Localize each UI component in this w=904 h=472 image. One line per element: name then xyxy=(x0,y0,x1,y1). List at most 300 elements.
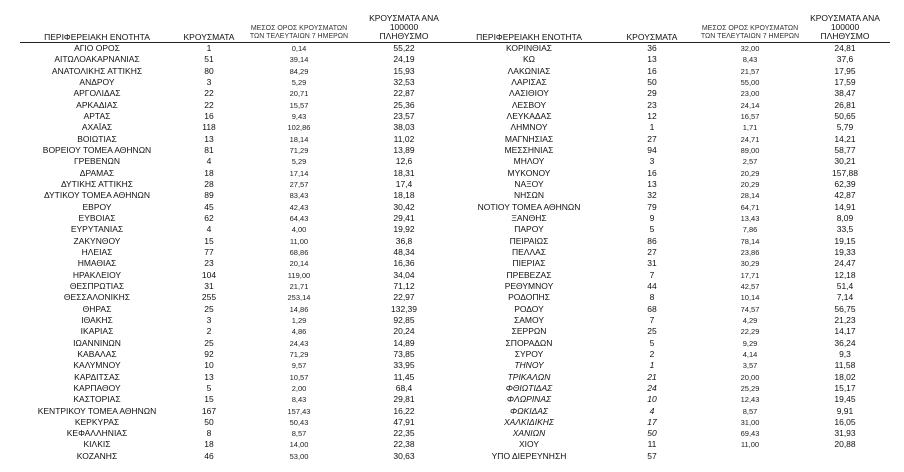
per-100k-value: 30,42 xyxy=(393,201,415,212)
region-name: ΠΕΛΛΑΣ xyxy=(511,246,547,257)
avg-7d-value: 11,00 xyxy=(740,440,760,450)
avg-7d-value: 24,14 xyxy=(740,100,760,110)
header-per-100k xyxy=(354,14,454,43)
cases-count: 4 xyxy=(206,224,212,235)
per-100k-value: 14,21 xyxy=(834,133,856,144)
table-row xyxy=(454,383,890,394)
cases-count: 2 xyxy=(206,326,212,337)
avg-7d-value: 9,29 xyxy=(742,338,758,348)
region-name: ΚΑΛΥΜΝΟΥ xyxy=(73,360,121,371)
table-row xyxy=(454,145,890,156)
table-row xyxy=(20,258,454,269)
cases-count: 2 xyxy=(649,348,655,359)
cases-count: 17 xyxy=(647,416,657,427)
per-100k-value: 58,77 xyxy=(834,144,856,155)
per-100k-value: 30,63 xyxy=(393,450,415,461)
table-row xyxy=(20,190,454,201)
per-100k-value xyxy=(800,451,890,462)
table-row xyxy=(454,88,890,99)
avg-7d-value: 71,29 xyxy=(289,349,309,359)
per-100k-value: 25,36 xyxy=(393,99,415,110)
region-name: ΚΑΡΠΑΘΟΥ xyxy=(73,382,121,393)
avg-7d-value: 8,57 xyxy=(742,406,758,416)
cases-count: 4 xyxy=(649,405,655,416)
cases-count: 1 xyxy=(649,122,655,133)
avg-7d-value: 2,57 xyxy=(742,157,758,167)
avg-7d-value: 21,57 xyxy=(740,66,760,76)
per-100k-value: 50,65 xyxy=(834,110,856,121)
cases-table-left xyxy=(20,14,454,462)
cases-count: 24 xyxy=(647,382,657,393)
cases-count: 5 xyxy=(649,224,655,235)
table-row xyxy=(454,428,890,439)
table-row xyxy=(454,190,890,201)
table-row xyxy=(20,134,454,145)
region-name: ΧΙΟΥ xyxy=(518,439,540,450)
avg-7d-value: 20,71 xyxy=(289,89,309,99)
region-name: ΤΡΙΚΑΛΩΝ xyxy=(507,371,551,382)
region-name: ΛΑΣΙΘΙΟΥ xyxy=(509,88,549,99)
cases-count: 1 xyxy=(206,43,212,53)
avg-7d-value: 83,43 xyxy=(289,191,309,201)
avg-7d-value: 74,57 xyxy=(740,304,760,314)
table-row xyxy=(20,122,454,133)
region-name: ΙΘΑΚΗΣ xyxy=(81,314,113,325)
table-row xyxy=(454,349,890,360)
cases-count: 89 xyxy=(204,190,214,201)
table-row xyxy=(20,383,454,394)
table-row xyxy=(20,326,454,337)
avg-7d-value: 5,29 xyxy=(291,157,307,167)
cases-count: 104 xyxy=(201,269,217,280)
table-row xyxy=(20,394,454,405)
region-name: ΣΕΡΡΩΝ xyxy=(511,326,547,337)
cases-count: 13 xyxy=(647,178,657,189)
avg-7d-value: 89,00 xyxy=(740,145,760,155)
region-name: ΕΒΡΟΥ xyxy=(82,201,112,212)
cases-count: 27 xyxy=(647,246,657,257)
table-row xyxy=(20,224,454,235)
cases-count: 36 xyxy=(647,43,657,53)
cases-count: 25 xyxy=(647,326,657,337)
table-row xyxy=(454,213,890,224)
cases-count: 4 xyxy=(206,156,212,167)
avg-7d-value: 20,29 xyxy=(740,179,760,189)
header-avg-7d xyxy=(700,14,800,43)
table-row xyxy=(454,338,890,349)
per-100k-value: 9,91 xyxy=(836,405,854,416)
table-row xyxy=(454,417,890,428)
header-cases: ΚΡΟΥΣΜΑΤΑ xyxy=(174,14,244,43)
per-100k-value: 18,02 xyxy=(834,371,856,382)
cases-report xyxy=(20,14,890,462)
per-100k-value: 15,17 xyxy=(834,382,856,393)
avg-7d-value: 102,86 xyxy=(287,123,311,133)
region-name: ΧΑΝΙΩΝ xyxy=(512,428,546,439)
per-100k-value: 20,24 xyxy=(393,326,415,337)
region-name: ΑΝΑΤΟΛΙΚΗΣ ΑΤΤΙΚΗΣ xyxy=(51,65,143,76)
region-name: ΣΑΜΟΥ xyxy=(513,314,544,325)
per-100k-value: 20,88 xyxy=(834,439,856,450)
per-100k-value: 31,93 xyxy=(834,428,856,439)
avg-7d-value: 20,29 xyxy=(740,168,760,178)
avg-7d-value: 24,43 xyxy=(289,338,309,348)
per-100k-value: 157,88 xyxy=(832,167,858,178)
table-row xyxy=(454,202,890,213)
cases-count: 9 xyxy=(649,212,655,223)
table-row xyxy=(454,304,890,315)
avg-7d-value: 0,14 xyxy=(291,44,307,53)
table-row xyxy=(20,66,454,77)
header-per100k-line2: ΠΛΗΘΥΣΜΟ xyxy=(820,31,870,41)
cases-count: 13 xyxy=(204,133,214,144)
avg-7d-value: 5,29 xyxy=(291,77,307,87)
per-100k-value: 36,8 xyxy=(395,235,413,246)
cases-count: 57 xyxy=(647,450,657,461)
table-row xyxy=(20,111,454,122)
table-row xyxy=(20,281,454,292)
cases-count: 23 xyxy=(204,258,214,269)
per-100k-value: 68,4 xyxy=(395,382,413,393)
per-100k-value: 17,59 xyxy=(834,76,856,87)
cases-count: 13 xyxy=(647,54,657,65)
cases-count: 31 xyxy=(647,258,657,269)
table-row xyxy=(20,349,454,360)
cases-count: 5 xyxy=(206,382,212,393)
avg-7d-value: 20,00 xyxy=(740,372,760,382)
per-100k-value: 7,14 xyxy=(836,292,854,303)
cases-count: 50 xyxy=(204,416,214,427)
table-row xyxy=(454,360,890,371)
avg-7d-value: 13,43 xyxy=(740,213,760,223)
region-name: ΛΗΜΝΟΥ xyxy=(510,122,548,133)
cases-count: 3 xyxy=(206,314,212,325)
avg-7d-value: 10,57 xyxy=(289,372,309,382)
avg-7d-value: 50,43 xyxy=(289,417,309,427)
avg-7d-value: 4,86 xyxy=(291,327,307,337)
cases-count: 44 xyxy=(647,280,657,291)
region-name: ΚΑΒΑΛΑΣ xyxy=(77,348,117,359)
region-name: ΚΕΝΤΡΙΚΟΥ ΤΟΜΕΑ ΑΘΗΝΩΝ xyxy=(37,405,157,416)
cases-count: 51 xyxy=(204,54,214,65)
cases-count: 16 xyxy=(647,167,657,178)
table-row xyxy=(454,406,890,417)
header-cases: ΚΡΟΥΣΜΑΤΑ xyxy=(604,14,700,43)
region-name: ΝΟΤΙΟΥ ΤΟΜΕΑ ΑΘΗΝΩΝ xyxy=(477,201,581,212)
region-name: ΛΑΚΩΝΙΑΣ xyxy=(507,65,551,76)
table-row xyxy=(20,338,454,349)
avg-7d-value: 14,00 xyxy=(289,440,309,450)
avg-7d-value: 18,14 xyxy=(289,134,309,144)
per-100k-value: 13,89 xyxy=(393,144,415,155)
avg-7d-value: 17,71 xyxy=(740,270,760,280)
table-row xyxy=(454,394,890,405)
avg-7d-value: 17,14 xyxy=(289,168,309,178)
table-row xyxy=(20,179,454,190)
per-100k-value: 47,91 xyxy=(393,416,415,427)
table-row xyxy=(454,372,890,383)
region-name: ΛΑΡΙΣΑΣ xyxy=(511,76,547,87)
region-name: ΚΑΡΔΙΤΣΑΣ xyxy=(74,371,120,382)
avg-7d-value: 253,14 xyxy=(287,293,311,303)
cases-count: 13 xyxy=(204,371,214,382)
cases-count: 68 xyxy=(647,303,657,314)
cases-count: 94 xyxy=(647,144,657,155)
region-name: ΣΠΟΡΑΔΩΝ xyxy=(505,337,553,348)
region-name: ΑΝΔΡΟΥ xyxy=(79,76,115,87)
table-row xyxy=(454,236,890,247)
region-name: ΞΑΝΘΗΣ xyxy=(511,212,547,223)
region-name: ΔΥΤΙΚΟΥ ΤΟΜΕΑ ΑΘΗΝΩΝ xyxy=(43,190,151,201)
table-row xyxy=(20,100,454,111)
cases-count: 81 xyxy=(204,144,214,155)
avg-7d-value: 8,57 xyxy=(291,429,307,439)
cases-count: 21 xyxy=(647,371,657,382)
table-row xyxy=(20,360,454,371)
table-row xyxy=(454,156,890,167)
cases-count: 77 xyxy=(204,246,214,257)
header-region: ΠΕΡΙΦΕΡΕΙΑΚΗ ΕΝΟΤΗΤΑ xyxy=(454,14,604,43)
table-row xyxy=(20,451,454,462)
per-100k-value: 12,18 xyxy=(834,269,856,280)
region-name: ΓΡΕΒΕΝΩΝ xyxy=(74,156,120,167)
region-name: ΚΑΣΤΟΡΙΑΣ xyxy=(73,394,121,405)
cases-count: 22 xyxy=(204,88,214,99)
table-row xyxy=(454,270,890,281)
region-name: ΑΡΓΟΛΙΔΑΣ xyxy=(73,88,121,99)
header-avg-line2: ΤΩΝ ΤΕΛΕΥΤΑΙΩΝ 7 ΗΜΕΡΩΝ xyxy=(249,33,349,40)
per-100k-value: 14,89 xyxy=(393,337,415,348)
table-row xyxy=(20,156,454,167)
cases-count: 18 xyxy=(204,167,214,178)
avg-7d-value: 39,14 xyxy=(289,55,309,65)
region-name: ΡΟΔΟΠΗΣ xyxy=(508,292,550,303)
per-100k-value: 48,34 xyxy=(393,246,415,257)
region-name: ΚΩ xyxy=(522,54,536,65)
region-name: ΑΙΤΩΛΟΑΚΑΡΝΑΝΙΑΣ xyxy=(54,54,140,65)
avg-7d-value: 31,00 xyxy=(740,417,760,427)
cases-count: 255 xyxy=(201,292,217,303)
avg-7d-value: 4,14 xyxy=(742,349,758,359)
region-name: ΖΑΚΥΝΘΟΥ xyxy=(73,235,121,246)
cases-count: 8 xyxy=(206,428,212,439)
cases-count: 92 xyxy=(204,348,214,359)
avg-7d-value: 69,43 xyxy=(740,429,760,439)
per-100k-value: 16,22 xyxy=(393,405,415,416)
avg-7d-value: 9,43 xyxy=(291,111,307,121)
per-100k-value: 5,79 xyxy=(836,122,854,133)
table-row xyxy=(454,451,890,462)
region-name: ΘΕΣΠΡΩΤΙΑΣ xyxy=(69,280,125,291)
per-100k-value: 71,12 xyxy=(393,280,415,291)
cases-count: 12 xyxy=(647,110,657,121)
per-100k-value: 22,38 xyxy=(393,439,415,450)
cases-count: 80 xyxy=(204,65,214,76)
avg-7d-value: 10,14 xyxy=(740,293,760,303)
table-row xyxy=(20,54,454,65)
avg-7d-value: 64,71 xyxy=(740,202,760,212)
table-row xyxy=(454,258,890,269)
region-name: ΦΩΚΙΔΑΣ xyxy=(509,405,549,416)
region-name: ΙΩΑΝΝΙΝΩΝ xyxy=(73,337,121,348)
avg-7d-value: 15,57 xyxy=(289,100,309,110)
cases-count: 18 xyxy=(204,439,214,450)
per-100k-value: 92,85 xyxy=(393,314,415,325)
cases-count: 50 xyxy=(647,428,657,439)
table-row xyxy=(454,122,890,133)
region-name: ΙΚΑΡΙΑΣ xyxy=(80,326,114,337)
table-row xyxy=(20,213,454,224)
avg-7d-value: 23,86 xyxy=(740,247,760,257)
region-name: ΛΕΣΒΟΥ xyxy=(511,99,547,110)
per-100k-value: 26,81 xyxy=(834,99,856,110)
table-row xyxy=(454,168,890,179)
avg-7d-value: 9,57 xyxy=(291,361,307,371)
cases-count: 15 xyxy=(204,394,214,405)
table-row xyxy=(20,304,454,315)
cases-count: 10 xyxy=(204,360,214,371)
cases-count: 3 xyxy=(206,76,212,87)
table-row xyxy=(454,292,890,303)
table-row xyxy=(20,292,454,303)
region-name: ΚΙΛΚΙΣ xyxy=(83,439,111,450)
region-name: ΗΛΕΙΑΣ xyxy=(81,246,113,257)
table-row xyxy=(454,439,890,450)
region-name: ΝΑΞΟΥ xyxy=(514,178,544,189)
header-avg-line1: ΜΕΣΟΣ ΟΡΟΣ ΚΡΟΥΣΜΑΤΩΝ xyxy=(250,25,348,32)
avg-7d-value: 20,14 xyxy=(289,259,309,269)
region-name: ΠΑΡΟΥ xyxy=(514,224,544,235)
cases-count: 11 xyxy=(647,439,657,450)
cases-count: 32 xyxy=(647,190,657,201)
avg-7d-value: 4,29 xyxy=(742,315,758,325)
per-100k-value: 17,4 xyxy=(395,178,413,189)
table-row xyxy=(454,315,890,326)
avg-7d-value: 12,43 xyxy=(740,395,760,405)
table-row xyxy=(20,77,454,88)
header-per100k-line1: ΚΡΟΥΣΜΑΤΑ ΑΝΑ 100000 xyxy=(369,13,439,32)
per-100k-value: 22,87 xyxy=(393,88,415,99)
avg-7d-value: 30,29 xyxy=(740,259,760,269)
table-row xyxy=(20,315,454,326)
header-row xyxy=(454,14,890,43)
region-name: ΣΥΡΟΥ xyxy=(514,348,544,359)
per-100k-value: 32,53 xyxy=(393,76,415,87)
per-100k-value: 33,95 xyxy=(393,360,415,371)
per-100k-value: 19,33 xyxy=(834,246,856,257)
per-100k-value: 15,93 xyxy=(393,65,415,76)
cases-count: 27 xyxy=(647,133,657,144)
avg-7d-value: 42,57 xyxy=(740,281,760,291)
table-row xyxy=(20,439,454,450)
per-100k-value: 33,5 xyxy=(836,224,854,235)
per-100k-value: 22,97 xyxy=(393,292,415,303)
avg-7d-value: 14,86 xyxy=(289,304,309,314)
avg-7d-value: 21,71 xyxy=(289,281,309,291)
avg-7d-value: 8,43 xyxy=(291,395,307,405)
header-per100k-line1: ΚΡΟΥΣΜΑΤΑ ΑΝΑ 100000 xyxy=(810,13,880,32)
region-name: ΘΕΣΣΑΛΟΝΙΚΗΣ xyxy=(63,292,131,303)
region-name: ΥΠΟ ΔΙΕΡΕΥΝΗΣΗ xyxy=(491,450,567,461)
table-row xyxy=(20,417,454,428)
avg-7d-value: 1,71 xyxy=(742,123,758,133)
per-100k-value: 19,15 xyxy=(834,235,856,246)
cases-table-right xyxy=(454,14,890,462)
cases-count: 46 xyxy=(204,450,214,461)
table-row xyxy=(20,43,454,55)
cases-count: 29 xyxy=(647,88,657,99)
per-100k-value: 11,02 xyxy=(393,133,415,144)
avg-7d-value: 22,29 xyxy=(740,327,760,337)
cases-count: 62 xyxy=(204,212,214,223)
per-100k-value: 51,4 xyxy=(836,280,854,291)
region-name: ΠΡΕΒΕΖΑΣ xyxy=(506,269,552,280)
region-name: ΠΙΕΡΙΑΣ xyxy=(512,258,546,269)
region-name: ΚΕΦΑΛΛΗΝΙΑΣ xyxy=(66,428,128,439)
per-100k-value: 23,57 xyxy=(393,110,415,121)
cases-count: 118 xyxy=(202,122,216,133)
cases-count: 15 xyxy=(204,235,214,246)
avg-7d-value: 4,00 xyxy=(291,225,307,235)
table-row xyxy=(20,372,454,383)
table-row xyxy=(20,88,454,99)
region-name: ΧΑΛΚΙΔΙΚΗΣ xyxy=(503,416,554,427)
avg-7d-value: 3,57 xyxy=(742,361,758,371)
header-avg-line1: ΜΕΣΟΣ ΟΡΟΣ ΚΡΟΥΣΜΑΤΩΝ xyxy=(701,25,799,32)
region-name: ΑΡΤΑΣ xyxy=(83,110,111,121)
region-name: ΦΛΩΡΙΝΑΣ xyxy=(506,394,552,405)
region-name: ΚΟΡΙΝΘΙΑΣ xyxy=(505,43,553,53)
cases-count: 22 xyxy=(204,99,214,110)
table-row xyxy=(20,270,454,281)
per-100k-value: 14,91 xyxy=(834,201,856,212)
region-name: ΗΡΑΚΛΕΙΟΥ xyxy=(72,269,122,280)
per-100k-value: 24,47 xyxy=(834,258,856,269)
cases-count: 167 xyxy=(201,405,217,416)
region-name: ΗΜΑΘΙΑΣ xyxy=(77,258,117,269)
table-row xyxy=(454,43,890,55)
per-100k-value: 11,58 xyxy=(834,360,856,371)
avg-7d-value: 23,00 xyxy=(740,89,760,99)
region-name: ΜΑΓΝΗΣΙΑΣ xyxy=(504,133,554,144)
table-row xyxy=(454,179,890,190)
per-100k-value: 55,22 xyxy=(393,43,415,53)
cases-count: 16 xyxy=(647,65,657,76)
avg-7d-value: 64,43 xyxy=(289,213,309,223)
avg-7d-value: 7,86 xyxy=(742,225,758,235)
cases-count: 25 xyxy=(204,337,214,348)
per-100k-value: 11,45 xyxy=(393,371,415,382)
table-row xyxy=(454,326,890,337)
per-100k-value: 29,81 xyxy=(393,394,415,405)
cases-count: 10 xyxy=(647,394,657,405)
per-100k-value: 34,04 xyxy=(393,269,415,280)
table-row xyxy=(454,134,890,145)
region-name: ΘΗΡΑΣ xyxy=(82,303,112,314)
per-100k-value: 38,03 xyxy=(393,122,415,133)
cases-count: 28 xyxy=(204,178,214,189)
avg-7d-value: 84,29 xyxy=(289,66,309,76)
per-100k-value: 24,81 xyxy=(834,43,856,53)
per-100k-value: 21,23 xyxy=(834,314,856,325)
region-name: ΒΟΡΕΙΟΥ ΤΟΜΕΑ ΑΘΗΝΩΝ xyxy=(42,144,152,155)
region-name: ΑΓΙΟ ΟΡΟΣ xyxy=(74,43,120,53)
avg-7d-value: 11,00 xyxy=(289,236,309,246)
header-avg-line2: ΤΩΝ ΤΕΛΕΥΤΑΙΩΝ 7 ΗΜΕΡΩΝ xyxy=(700,33,800,40)
per-100k-value: 16,36 xyxy=(393,258,415,269)
per-100k-value: 17,95 xyxy=(834,65,856,76)
table-row xyxy=(454,54,890,65)
